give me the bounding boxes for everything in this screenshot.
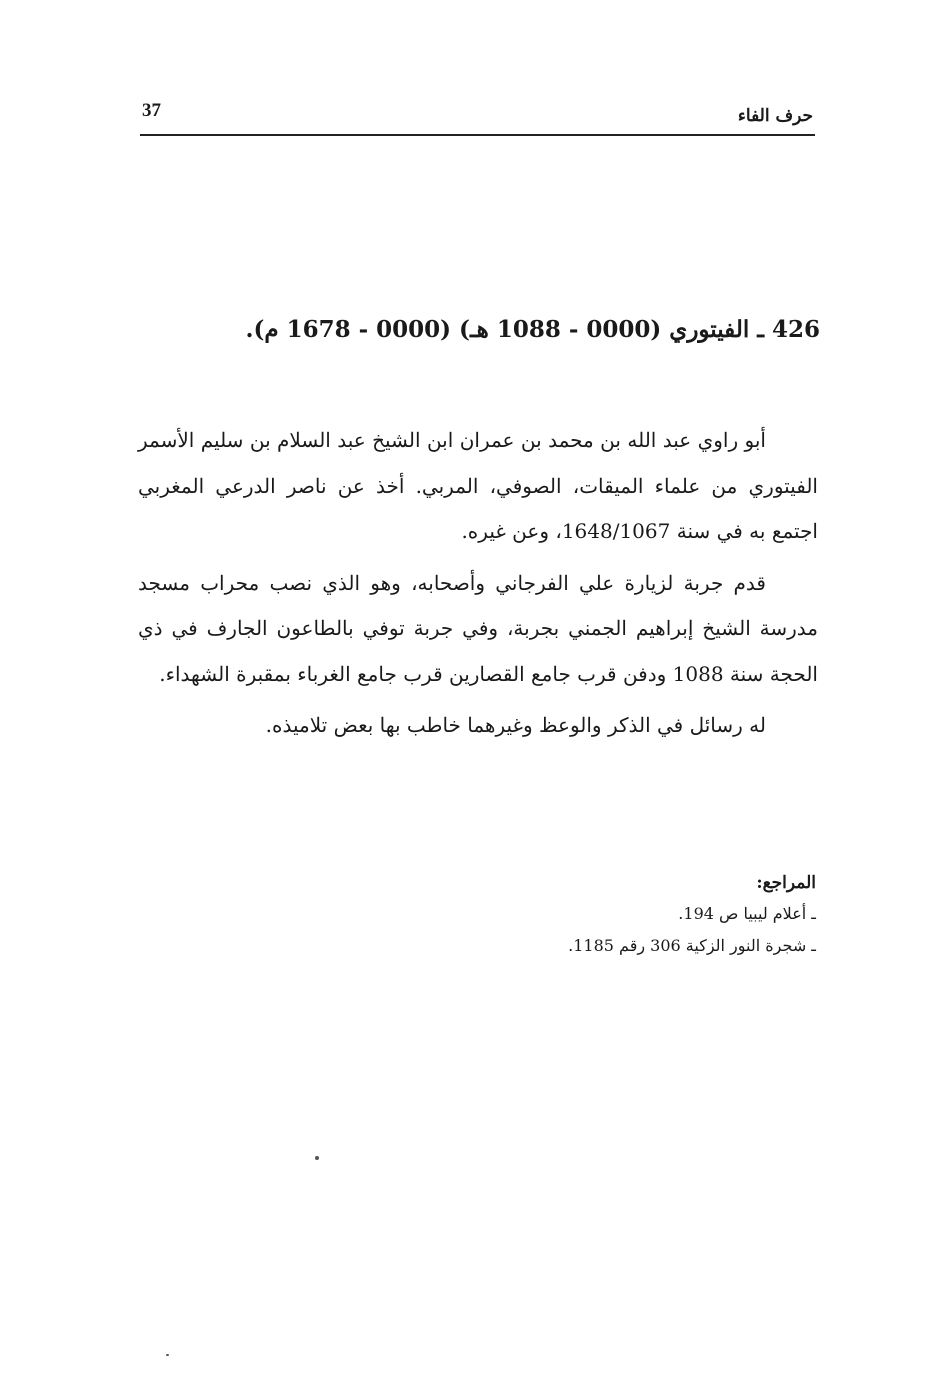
scan-speck — [315, 1156, 319, 1160]
paragraph-text: أبو راوي عبد الله بن محمد بن عمران ابن الشيخ عبد السلام بن سليم الأسمر الفيتوري من علماء الميقات، الصوفي، المربي. أخذ عن ناصر الدرعي المغربي اجتمع به في سنة 1648/1067، وعن غيره. — [138, 428, 818, 543]
page-number: 37 — [142, 100, 161, 121]
reference-item: ـ شجرة النور الزكية 306 رقم 1185. — [568, 936, 816, 955]
running-head: حرف الفاء — [737, 106, 813, 126]
paragraph-3 — [138, 703, 818, 749]
page-header — [140, 100, 815, 136]
entry-body — [138, 418, 818, 749]
paragraph-text: له رسائل في الذكر والوعظ وغيرهما خاطب بها بعض تلاميذه. — [265, 713, 766, 737]
scan-speck — [166, 1354, 169, 1356]
entry-title: 426 ـ الفيتوري (0000 - 1088 هـ) (0000 - 1678 م). — [245, 316, 820, 343]
paragraph-2 — [138, 561, 818, 698]
references-section — [156, 868, 816, 962]
reference-item: ـ أعلام ليبيا ص 194. — [678, 904, 816, 923]
paragraph-text: قدم جربة لزيارة علي الفرجاني وأصحابه، وهو الذي نصب محراب مسجد مدرسة الشيخ إبراهيم الجمني بجربة، وفي جربة توفي بالطاعون الجارف في ذي الحجة سنة 1088 ودفن قرب جامع القصارين قرب جامع الغرباء بمقبرة الشهداء. — [138, 570, 818, 686]
references-heading: المراجع: — [756, 873, 816, 893]
paragraph-1 — [138, 418, 818, 555]
